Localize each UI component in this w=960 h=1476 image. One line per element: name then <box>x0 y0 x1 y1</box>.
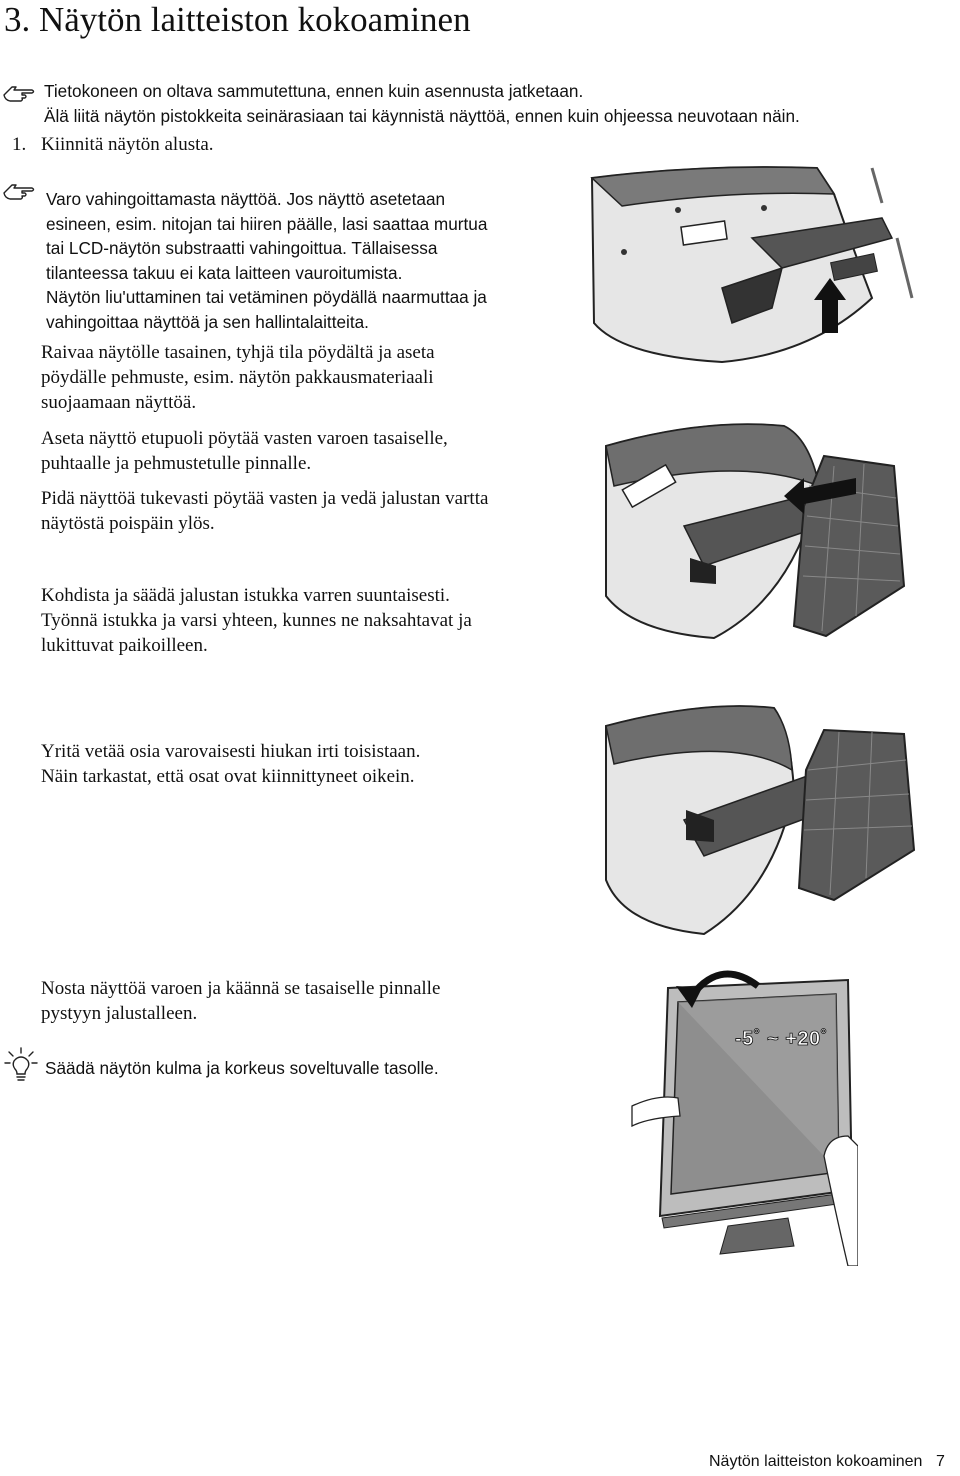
warning-line: Näytön liu'uttaminen tai vetäminen pöydällä naarmuttaa ja <box>46 287 487 307</box>
warning-line: vahingoittaa näyttöä ja sen hallintalaitteita. <box>46 311 369 332</box>
attach-base-illustration <box>594 416 924 656</box>
pointing-hand-icon <box>2 83 36 103</box>
instruction-paragraph <box>41 426 448 476</box>
instruction-line: Raivaa näytölle tasainen, tyhjä tila pöydältä ja aseta <box>41 342 435 363</box>
instruction-line: pystyyn jalustalleen. <box>41 1003 198 1024</box>
instruction-paragraph <box>41 340 435 415</box>
instruction-paragraph <box>41 583 472 658</box>
instruction-line: Työnnä istukka ja varsi yhteen, kunnes ne naksahtavat ja <box>41 610 472 631</box>
instruction-line: näytöstä poispäin ylös. <box>41 513 215 534</box>
instruction-line: Kohdista ja säädä jalustan istukka varren suuntaisesti. <box>41 585 450 606</box>
footer-section: Näytön laitteiston kokoaminen <box>709 1453 923 1470</box>
intro-note <box>44 79 800 128</box>
instruction-line: puhtaalle ja pehmustetulle pinnalle. <box>41 453 312 474</box>
step-number: 1. <box>12 134 27 155</box>
instruction-line: Yritä vetää osia varovaisesti hiukan irti toisistaan. <box>41 741 421 762</box>
lightbulb-icon <box>4 1047 38 1083</box>
upright-monitor-illustration <box>608 966 858 1266</box>
warning-line: tilanteessa takuu ei kata laitteen vauroitumista. <box>46 262 403 283</box>
instruction-line: pöydälle pehmuste, esim. näytön pakkausmateriaali <box>41 367 434 388</box>
step-1-heading <box>12 132 214 157</box>
intro-note-line: Älä liitä näytön pistokkeita seinärasiaan tai käynnistä näyttöä, ennen kuin ohjeessa neuvotaan näin. <box>44 105 800 126</box>
warning-line: tai LCD-näytön substraatti vahingoittua. Tällaisessa <box>46 238 438 258</box>
instruction-line: Pidä näyttöä tukevasti pöytää vasten ja vedä jalustan vartta <box>41 488 489 509</box>
page-number: 7 <box>936 1453 945 1470</box>
instruction-line: Näin tarkastat, että osat ovat kiinnittyneet oikein. <box>41 766 415 787</box>
pointing-hand-icon <box>2 181 36 201</box>
page-title: 3. Näytön laitteiston kokoaminen <box>4 0 471 39</box>
stand-arm-illustration <box>582 158 922 368</box>
warning-line: Varo vahingoittamasta näyttöä. Jos näyttö asetetaan <box>46 189 446 209</box>
instruction-paragraph <box>41 486 488 536</box>
instruction-paragraph <box>41 976 440 1026</box>
tilt-range-label: -5˚ ~ +20˚ <box>735 1028 828 1050</box>
warning-note <box>46 187 487 334</box>
check-assembly-illustration <box>594 700 934 940</box>
instruction-line: Nosta näyttöä varoen ja käännä se tasaiselle pinnalle <box>41 978 441 999</box>
instruction-line: Aseta näyttö etupuoli pöytää vasten varoen tasaiselle, <box>41 428 448 449</box>
instruction-paragraph <box>41 739 420 789</box>
tip-text: Säädä näytön kulma ja korkeus soveltuvalle tasolle. <box>45 1058 439 1078</box>
intro-note-line: Tietokoneen on oltava sammutettuna, ennen kuin asennusta jatketaan. <box>44 81 584 101</box>
step-title: Kiinnitä näytön alusta. <box>41 134 214 155</box>
warning-line: esineen, esim. nitojan tai hiiren päälle, lasi saattaa murtua <box>46 213 488 234</box>
instruction-line: lukittuvat paikoilleen. <box>41 635 208 656</box>
instruction-line: suojaamaan näyttöä. <box>41 392 197 413</box>
